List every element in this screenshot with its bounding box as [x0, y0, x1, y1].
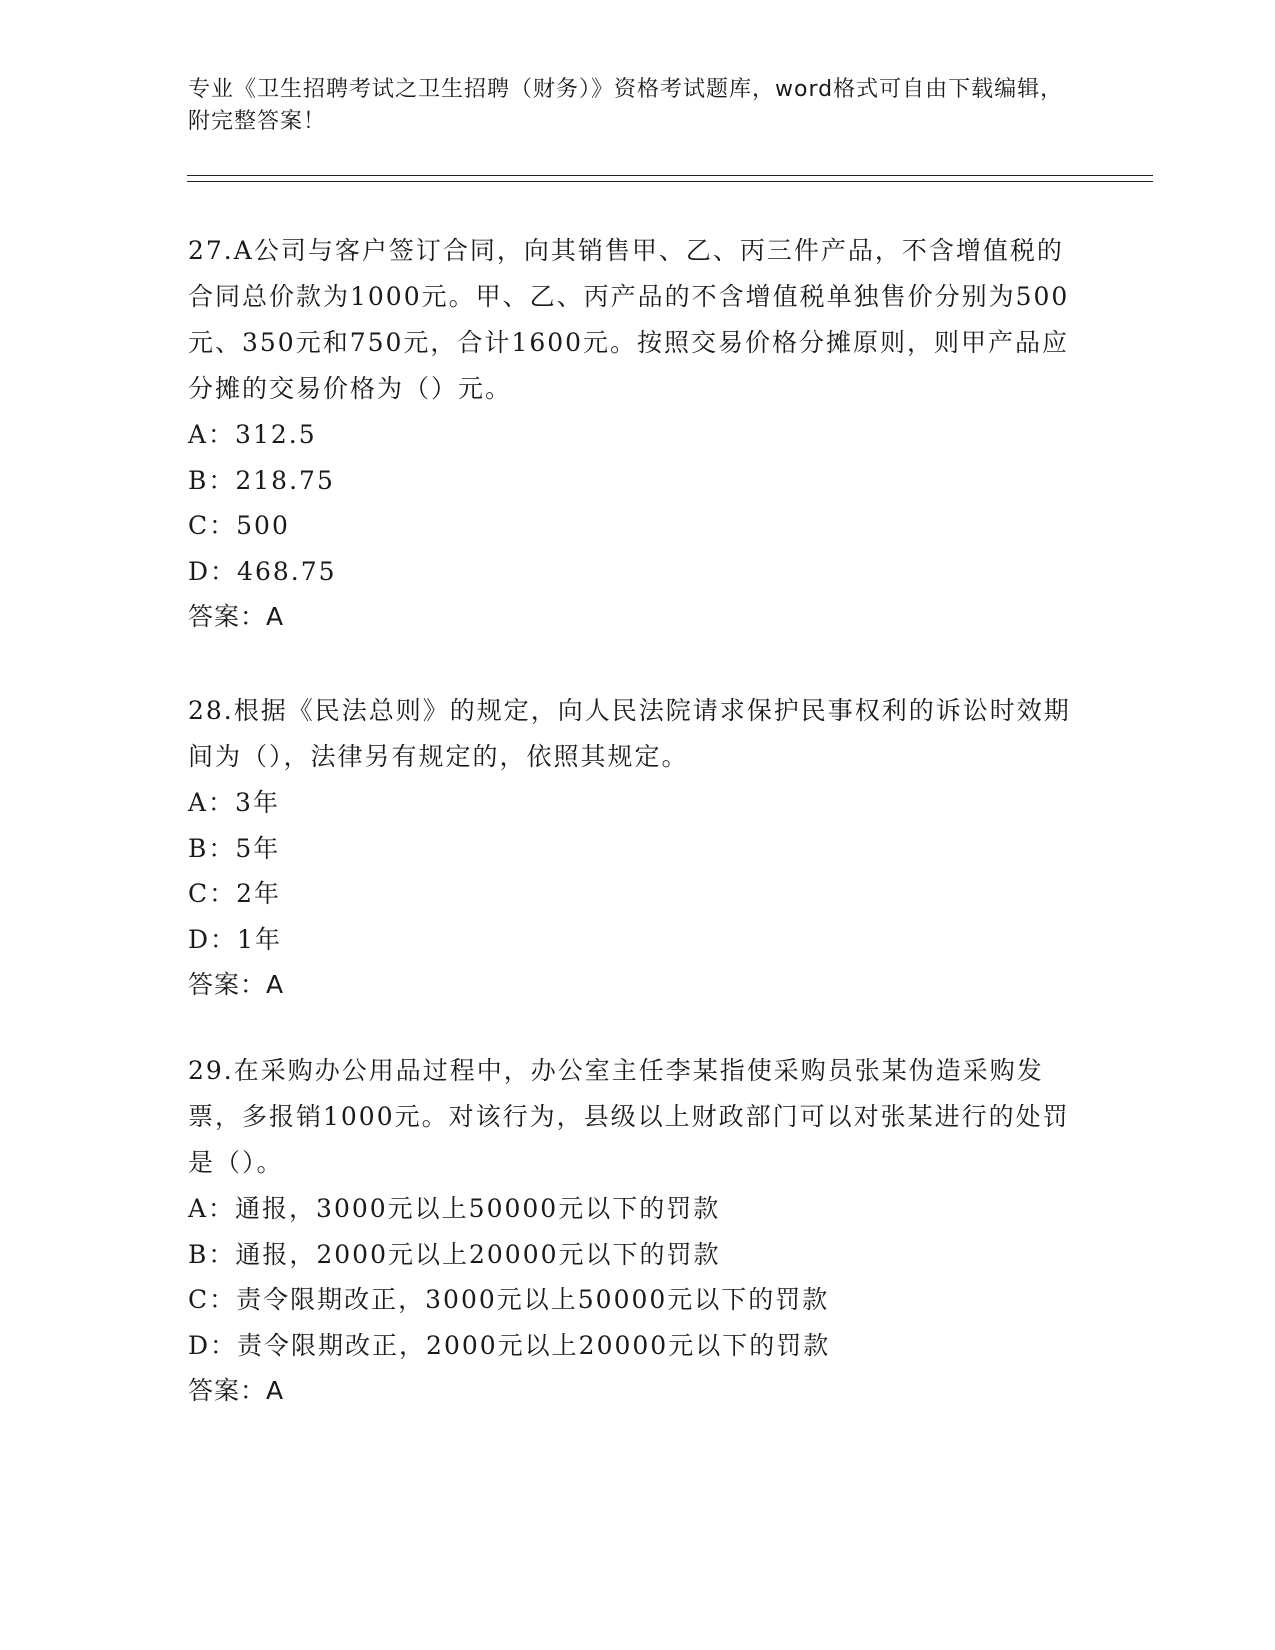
option-a: A：312.5 — [188, 420, 317, 449]
option-c: C：责令限期改正，3000元以上50000元以下的罚款 — [188, 1285, 830, 1314]
option-a: A：通报，3000元以上50000元以下的罚款 — [188, 1194, 721, 1223]
question-stem: 28.根据《民法总则》的规定，向人民法院请求保护民事权利的诉讼时效期间为（），法律另有规定的，依照其规定。 — [188, 696, 1071, 771]
document-header: 专业《卫生招聘考试之卫生招聘（财务）》资格考试题库，word格式可自由下载编辑，附完整答案！ — [188, 77, 1064, 134]
option-d: D：468.75 — [188, 556, 337, 586]
option-c: C：500 — [188, 511, 290, 540]
option-d: D：1年 — [188, 924, 282, 954]
question-stem: 29.在采购办公用品过程中，办公室主任李某指使采购员张某伪造采购发票，多报销1000元。对该行为，县级以上财政部门可以对张某进行的处罚是（）。 — [188, 1056, 1070, 1177]
question-29 — [188, 1048, 1078, 1414]
question-27 — [188, 228, 1078, 640]
answer-line: 答案：A — [188, 602, 285, 631]
option-c: C：2年 — [188, 879, 282, 908]
question-28 — [188, 688, 1078, 1008]
option-a: A：3年 — [188, 788, 280, 817]
header-divider-top — [187, 175, 1153, 176]
answer-line: 答案：A — [188, 1376, 285, 1405]
option-b: B：通报，2000元以上20000元以下的罚款 — [188, 1239, 721, 1269]
answer-line: 答案：A — [188, 970, 285, 999]
header-divider-bottom — [187, 181, 1153, 182]
option-b: B：218.75 — [188, 465, 335, 495]
question-stem: 27.A公司与客户签订合同，向其销售甲、乙、丙三件产品，不含增值税的合同总价款为1000元。甲、乙、丙产品的不含增值税单独售价分别为500元、350元和750元，合计1600元。按照交易价格分摊原则，则甲产品应分摊的交易价格为（）元。 — [188, 236, 1070, 403]
option-b: B：5年 — [188, 833, 281, 863]
option-d: D：责令限期改正，2000元以上20000元以下的罚款 — [188, 1330, 831, 1360]
